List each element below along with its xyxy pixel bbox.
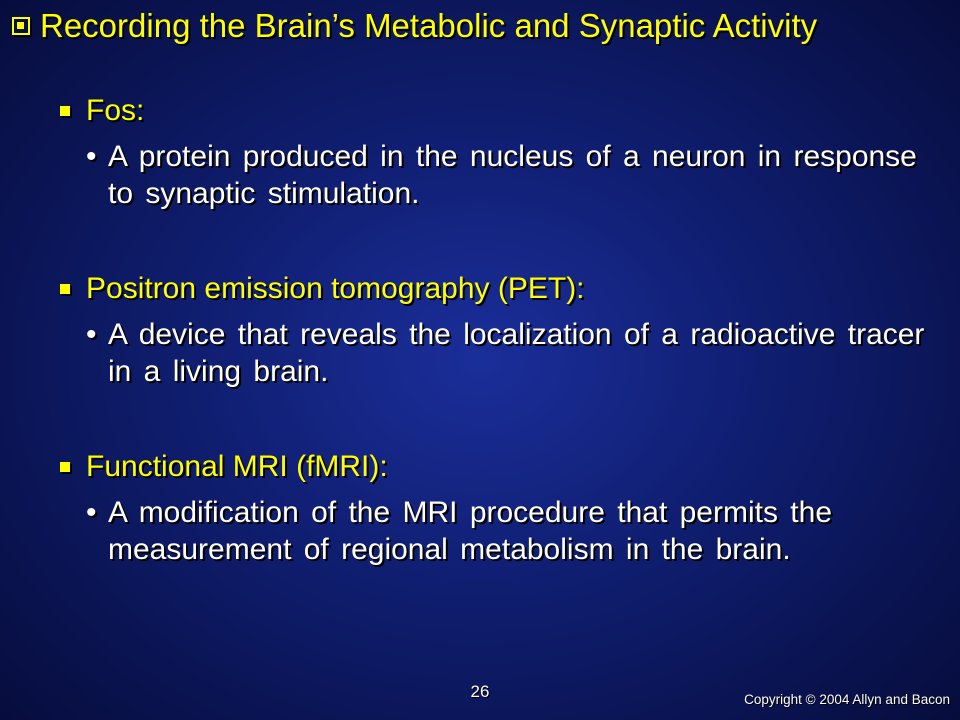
dot-bullet-icon: • (86, 318, 97, 351)
section-detail-text: A modification of the MRI procedure that permits the measurement of regional metabolism in the brain. (108, 496, 833, 566)
dot-bullet-icon: • (86, 496, 97, 529)
section-heading-text: Functional MRI (fMRI): (86, 450, 388, 483)
dot-bullet-icon: • (86, 140, 97, 173)
section-detail (86, 316, 948, 390)
section-heading (60, 450, 948, 484)
section-fos (60, 94, 948, 212)
section-detail-text: A protein produced in the nucleus of a neuron in response to synaptic stimulation. (108, 140, 917, 210)
section-heading (60, 94, 948, 128)
section-fmri (60, 450, 948, 568)
section-heading (60, 272, 948, 306)
section-heading-text: Positron emission tomography (PET): (86, 272, 585, 305)
square-bullet-icon (60, 106, 70, 116)
section-heading-text: Fos: (86, 94, 145, 127)
checkbox-bullet-icon (12, 17, 30, 35)
section-detail-text: A device that reveals the localization of a radioactive tracer in a living brain. (108, 318, 925, 388)
square-bullet-icon (60, 462, 70, 472)
slide-title-text: Recording the Brain’s Metabolic and Synaptic Activity (40, 7, 818, 44)
square-bullet-icon (60, 284, 70, 294)
copyright-notice: Copyright © 2004 Allyn and Bacon (744, 692, 950, 707)
section-detail (86, 138, 948, 212)
slide-title (6, 4, 956, 48)
page-number: 26 (470, 682, 490, 701)
section-detail (86, 494, 948, 568)
section-pet (60, 272, 948, 390)
